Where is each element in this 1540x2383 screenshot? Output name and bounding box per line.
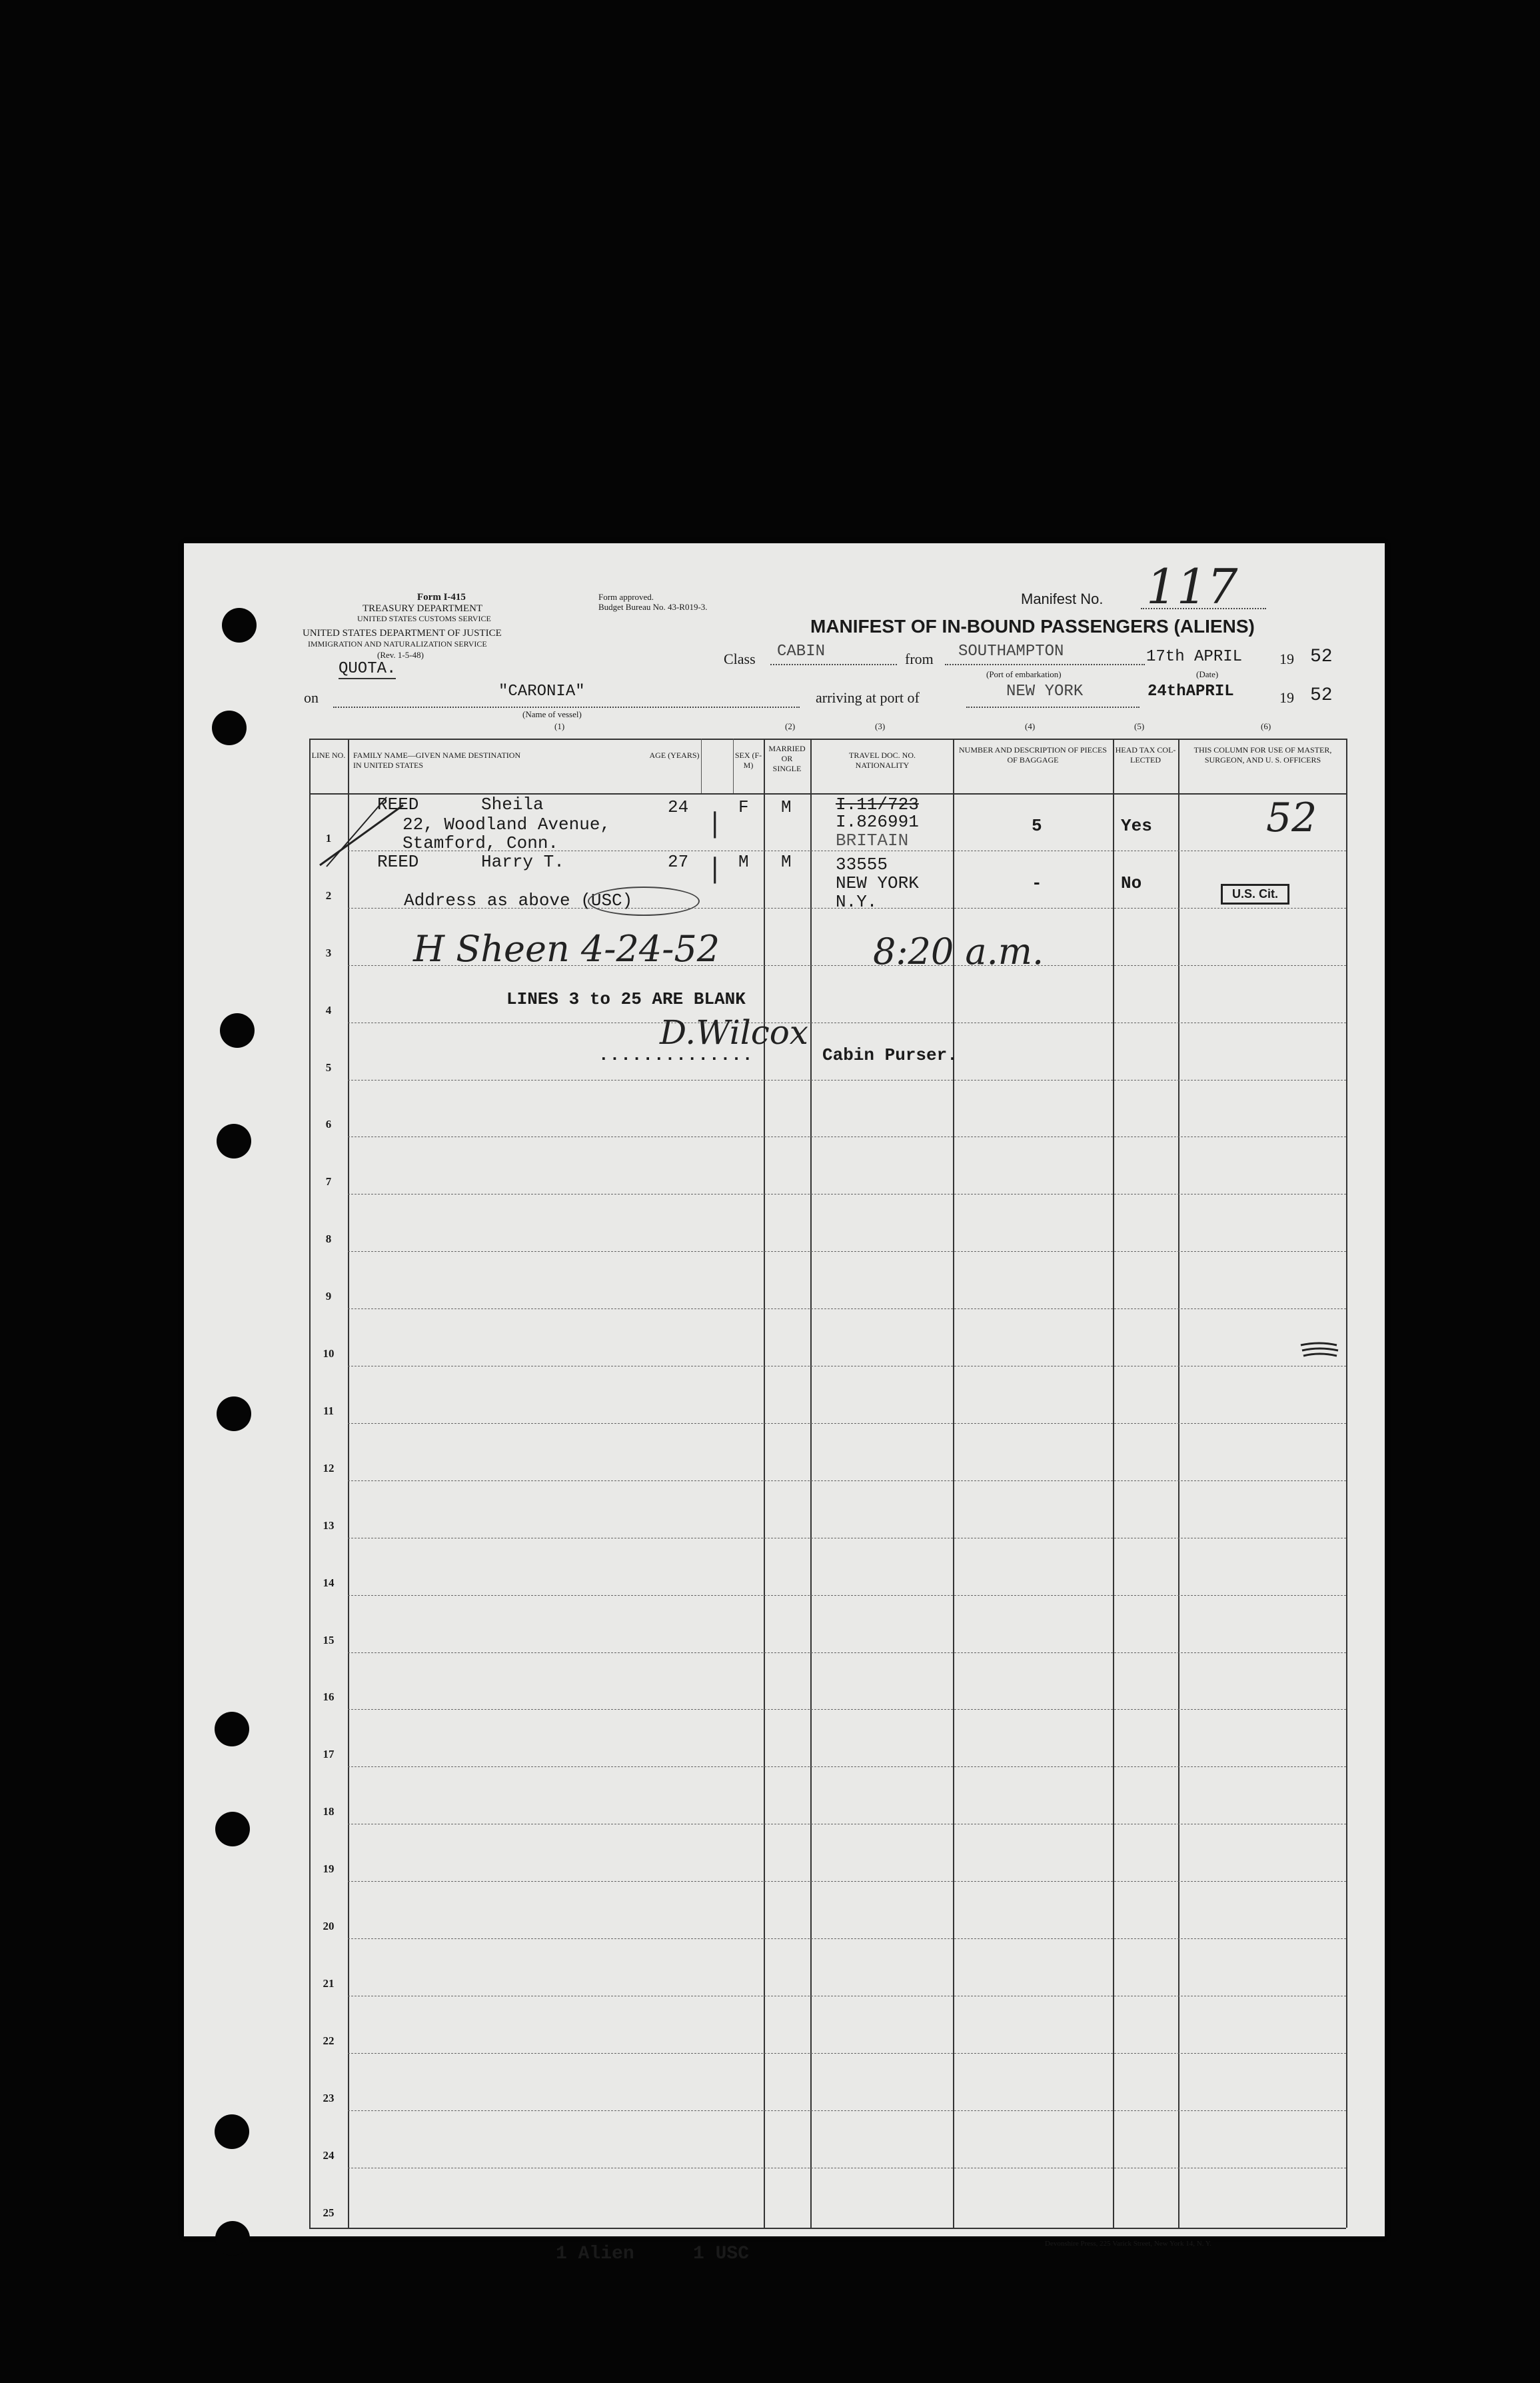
col-number-6: (6)	[1261, 721, 1271, 731]
col-number-2: (2)	[785, 721, 796, 731]
line-number: 9	[325, 1290, 332, 1302]
line-number: 10	[323, 1347, 335, 1360]
entry-1-doc-struck: I.11/723	[836, 795, 919, 815]
col-divider	[348, 739, 349, 2228]
entry-2-head-tax: No	[1121, 873, 1142, 893]
col-number-4: (4)	[1025, 721, 1036, 731]
entry-2-nationality-state: N.Y.	[836, 892, 878, 912]
entry-1-head-tax: Yes	[1121, 816, 1152, 836]
line-number: 12	[323, 1462, 335, 1474]
col-header-officers: THIS COLUMN FOR USE OF MASTER, SURGEON, AND U. S. OFFICERS	[1193, 745, 1332, 765]
col-header-travel-doc: TRAVEL DOC. NO. NATIONALITY	[848, 751, 916, 770]
purser-signature: D.Wilcox	[660, 1013, 808, 1052]
justice-dept: UNITED STATES DEPARTMENT OF JUSTICE	[303, 628, 502, 639]
row-divider	[348, 1766, 1346, 1767]
col-header-baggage: NUMBER AND DESCRIPTION OF PIECES OF BAGGAGE	[958, 745, 1108, 765]
table-bottom-border	[309, 2228, 1346, 2229]
entry-1-nationality: BRITAIN	[836, 831, 909, 851]
line-number: 16	[323, 1690, 335, 1703]
form-title: MANIFEST OF IN-BOUND PASSENGERS (ALIENS)	[810, 616, 1255, 637]
col-divider	[764, 739, 765, 2228]
line-number: 25	[323, 2206, 335, 2219]
col-header-name: FAMILY NAME—GIVEN NAME DESTINATION IN UNITED STATES	[353, 751, 521, 770]
row-divider	[348, 1881, 1346, 1882]
row-divider	[348, 1595, 1346, 1596]
arrival-port: NEW YORK	[1006, 683, 1084, 701]
line-number: 20	[323, 1920, 335, 1932]
punch-hole	[215, 1712, 249, 1746]
row-divider	[348, 1652, 1346, 1653]
punch-hole	[215, 2221, 250, 2256]
age-col-divider	[701, 739, 702, 793]
entry-1-city: Stamford, Conn.	[402, 833, 559, 853]
punch-hole	[222, 608, 257, 643]
entry-1-baggage: 5	[1032, 816, 1042, 836]
inspector-check-mark	[313, 792, 406, 872]
row-divider	[348, 1480, 1346, 1481]
form-number: Form I-415	[417, 592, 466, 603]
entry-1-name: REED Sheila	[377, 795, 544, 815]
from-label: from	[905, 651, 934, 667]
line-number: 17	[323, 1748, 335, 1760]
us-citizen-stamp: U.S. Cit.	[1221, 884, 1289, 905]
form-approved: Form approved.	[598, 592, 654, 602]
line-number: 21	[323, 1977, 335, 1990]
punch-hole	[217, 1124, 251, 1159]
line-number: 14	[323, 1576, 335, 1589]
col-number-5: (5)	[1134, 721, 1145, 731]
row-divider	[348, 1938, 1346, 1939]
row-divider	[348, 1423, 1346, 1424]
purser-dots: ..............	[598, 1045, 754, 1065]
date-caption: (Date)	[1196, 669, 1219, 679]
entry-1-doc: I.826991	[836, 812, 919, 832]
row-divider	[348, 2110, 1346, 2111]
row-divider	[348, 1709, 1346, 1710]
arriving-label: arriving at port of	[816, 689, 920, 706]
treasury-dept: TREASURY DEPARTMENT	[363, 603, 483, 614]
embark-caption: (Port of embarkation)	[986, 669, 1062, 679]
col-header-age: AGE (YEARS)	[649, 751, 700, 760]
col-header-line: LINE NO.	[311, 751, 346, 760]
line-number: 15	[323, 1634, 335, 1646]
class-value: CABIN	[777, 643, 826, 661]
entry-1-officer-note: 52	[1266, 795, 1317, 841]
printer-imprint: Devonshire Press, 225 Varick Street, New York 14, N. Y.	[1045, 2240, 1212, 2248]
ins-service: IMMIGRATION AND NATURALIZATION SERVICE	[308, 639, 487, 649]
vessel-name: "CARONIA"	[498, 683, 585, 701]
entry-1-address: 22, Woodland Avenue,	[402, 815, 611, 835]
year-prefix-2: 19	[1279, 689, 1294, 706]
departure-date: 17th APRIL	[1146, 648, 1243, 666]
line-number: 13	[323, 1519, 335, 1532]
customs-service: UNITED STATES CUSTOMS SERVICE	[357, 614, 491, 623]
entry-2-married: M	[781, 852, 792, 872]
vessel-caption: (Name of vessel)	[522, 709, 582, 719]
purser-title: Cabin Purser.	[822, 1045, 958, 1065]
manifest-label: Manifest No.	[1021, 591, 1104, 607]
blank-lines-note: LINES 3 to 25 ARE BLANK	[506, 989, 746, 1009]
row-divider	[348, 1308, 1346, 1309]
footer-usc-count: 1 USC	[693, 2244, 750, 2264]
footer-alien-count: 1 Alien	[556, 2244, 634, 2264]
row-divider	[348, 1251, 1346, 1252]
col-number-3: (3)	[875, 721, 886, 731]
col-header-sex: SEX (F-M)	[734, 751, 762, 770]
embarkation-port: SOUTHAMPTON	[958, 643, 1064, 661]
line-number: 3	[325, 947, 332, 959]
entry-2-nationality: NEW YORK	[836, 873, 919, 893]
punch-hole	[220, 1013, 255, 1048]
line-number: 6	[325, 1118, 332, 1131]
arrival-date: 24thAPRIL	[1148, 683, 1234, 701]
revision: (Rev. 1-5-48)	[377, 650, 424, 660]
entry-2-sex-handmark: |	[710, 853, 720, 884]
line-number: 11	[323, 1404, 335, 1417]
punch-hole	[217, 1396, 251, 1431]
col-header-head-tax: HEAD TAX COLLECTED	[1115, 745, 1176, 765]
arrival-underline	[966, 707, 1140, 708]
punch-hole	[215, 2114, 249, 2149]
quota-label: QUOTA.	[339, 660, 396, 678]
row-divider	[348, 2053, 1346, 2054]
line-number: 19	[323, 1862, 335, 1875]
col-divider	[1178, 739, 1179, 2228]
margin-scribble	[1299, 1340, 1339, 1360]
entry-1-married: M	[781, 797, 792, 817]
arrival-year: 52	[1310, 685, 1333, 706]
entry-2-name: REED Harry T.	[377, 852, 564, 872]
line-number: 18	[323, 1805, 335, 1818]
class-underline	[770, 664, 897, 665]
line-number: 4	[325, 1004, 332, 1017]
on-label: on	[304, 689, 319, 706]
entry-2-sex: M	[738, 852, 749, 872]
entry-2-age: 27	[668, 852, 689, 872]
entry-2-baggage: -	[1032, 873, 1042, 893]
punch-hole	[215, 1812, 250, 1846]
entry-1-sex: F	[738, 797, 749, 817]
line-number: 1	[325, 832, 332, 845]
sex-col-divider	[733, 739, 734, 793]
entry-2-address: Address as above (USC)	[404, 891, 633, 911]
col-divider	[810, 739, 812, 2228]
col-divider	[309, 739, 311, 2228]
entry-1-age: 24	[668, 797, 689, 817]
line-number: 5	[325, 1061, 332, 1074]
vessel-underline	[333, 707, 800, 708]
line-number: 7	[325, 1175, 332, 1188]
col-divider	[1346, 739, 1347, 2228]
from-underline	[945, 664, 1145, 665]
entry-1-sex-handmark: |	[710, 808, 720, 839]
manifest-number: 117	[1146, 559, 1238, 615]
row-divider	[348, 1080, 1346, 1081]
line-number: 23	[323, 2092, 335, 2104]
line-number: 24	[323, 2149, 335, 2162]
departure-year: 52	[1310, 647, 1333, 667]
inspector-signature: H Sheen 4-24-52	[413, 928, 720, 970]
col-number-1: (1)	[554, 721, 565, 731]
inspection-time: 8:20 a.m.	[873, 931, 1044, 973]
line-number: 22	[323, 2034, 335, 2047]
usc-circle-mark	[588, 887, 700, 916]
col-divider	[1113, 739, 1114, 2228]
punch-hole	[212, 711, 247, 745]
budget-bureau: Budget Bureau No. 43-R019-3.	[598, 602, 708, 612]
table-top-border	[309, 739, 1346, 740]
col-header-married: MARRIED OR SINGLE	[768, 744, 806, 773]
class-label: Class	[724, 651, 756, 667]
line-number: 8	[325, 1232, 332, 1245]
line-number: 2	[325, 889, 332, 902]
entry-2-doc: 33555	[836, 855, 888, 875]
year-prefix: 19	[1279, 651, 1294, 667]
